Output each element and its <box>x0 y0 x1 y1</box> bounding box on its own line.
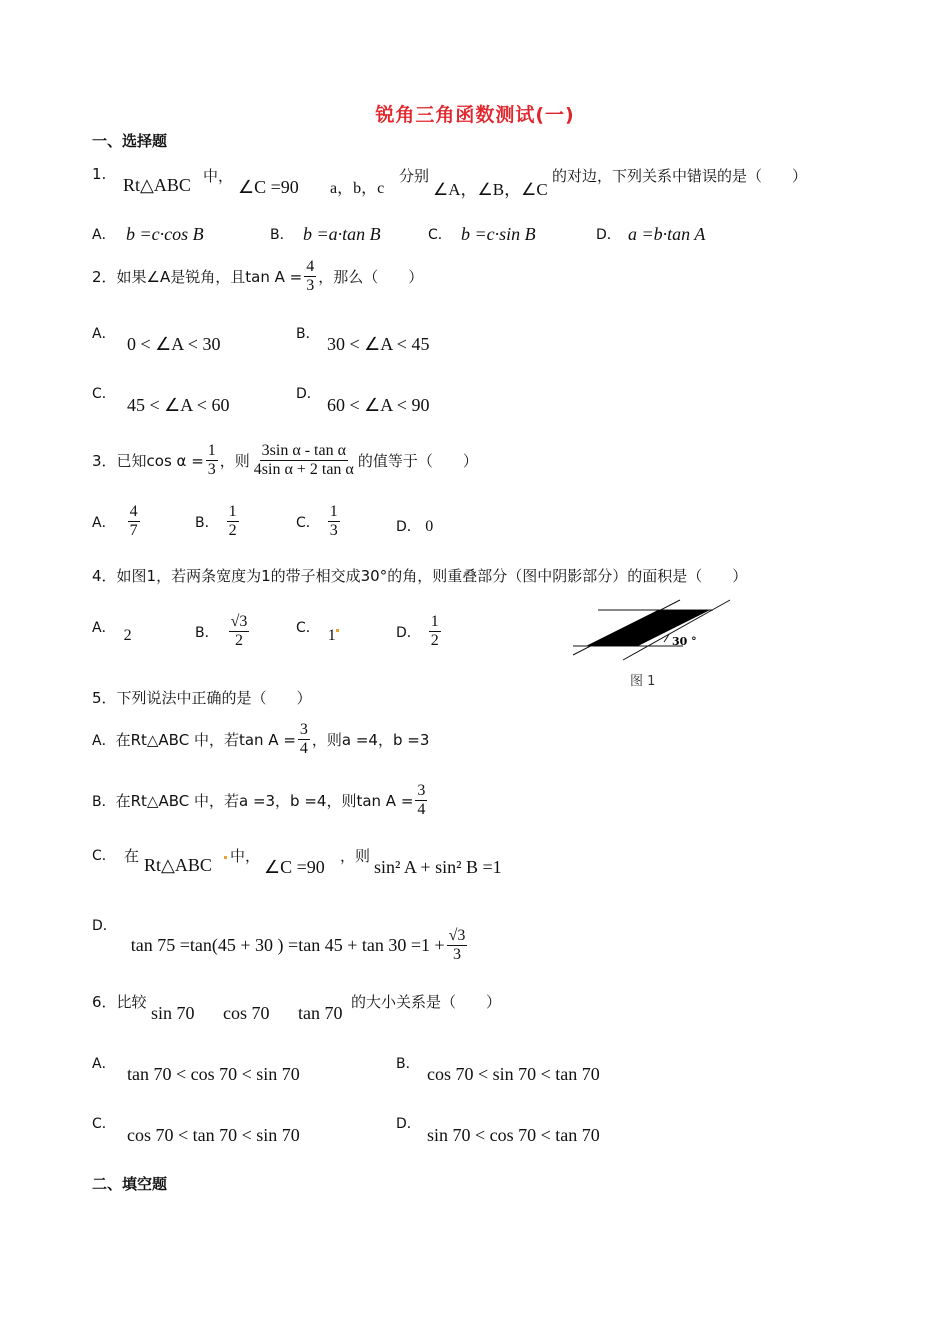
numerator: 1 <box>206 442 218 461</box>
option-expression: sin² A + sin² B =1 <box>374 857 502 877</box>
option-label-b: B． <box>296 326 320 342</box>
numerator: √3 <box>229 613 250 632</box>
numerator: 1 <box>429 613 441 632</box>
denominator: 3 <box>453 946 462 964</box>
numerator: 1 <box>227 503 239 522</box>
option-b[interactable]: 30 < ∠A < 45 <box>327 334 430 354</box>
expr-sin70: sin 70 <box>151 1003 195 1023</box>
marker-dot <box>224 856 227 859</box>
option-b[interactable]: b =a·tan B <box>303 224 381 244</box>
text-zhong: 中， <box>230 847 261 865</box>
option-value: 1 <box>327 627 336 644</box>
denominator: 3 <box>207 461 216 479</box>
option-value <box>227 503 239 541</box>
option-c[interactable] <box>296 503 342 541</box>
option-value <box>328 503 340 541</box>
section-heading-choice: 一、选择题 <box>92 132 168 150</box>
option-c[interactable] <box>296 617 339 645</box>
question-3 <box>92 442 478 480</box>
denominator: 4 <box>417 801 426 819</box>
option-label: A． <box>92 732 116 749</box>
denominator: 7 <box>129 522 138 540</box>
triangle-label: Rt△ABC <box>123 175 191 195</box>
question-5: 5．下列说法中正确的是（ ） <box>92 689 312 707</box>
denominator: 3 <box>329 522 338 540</box>
numerator: 4 <box>128 503 140 522</box>
option-b[interactable] <box>195 503 241 541</box>
option-expression: tan 75 =tan(45 + 30 ) =tan 45 + tan 30 =1 + <box>130 935 445 956</box>
numerator: 4 <box>304 258 316 277</box>
option-d[interactable] <box>396 516 433 536</box>
option-label: D． <box>396 519 421 535</box>
question-stem: 3．已知cos α = <box>92 452 204 471</box>
option-a[interactable] <box>92 617 132 645</box>
option-label-a: A． <box>92 326 116 342</box>
denominator: 3 <box>306 277 315 295</box>
question-stem: 2．如果∠A是锐角，且tan A = <box>92 268 303 287</box>
text-zhong: 中， <box>203 167 234 185</box>
figure-caption: 图 1 <box>630 674 656 689</box>
denominator: 4 <box>299 740 308 758</box>
option-value: 2 <box>123 627 132 644</box>
option-label: B． <box>92 793 116 810</box>
page-title: 锐角三角函数测试(一) <box>375 104 575 126</box>
option-text-post: ，则a =4，b =3 <box>311 731 430 750</box>
denominator: 4sin α + 2 tan α <box>253 461 354 479</box>
option-a[interactable]: 0 < ∠A < 30 <box>127 334 221 354</box>
option-text-pre: 在Rt△ABC 中，若tan A = <box>115 731 296 750</box>
option-value <box>229 613 250 651</box>
option-b[interactable] <box>92 782 429 820</box>
numerator: 1 <box>328 503 340 522</box>
numerator: 3 <box>298 721 310 740</box>
angle-list: ∠A，∠B，∠C <box>433 180 548 199</box>
question-stem-tail: 的值等于（ ） <box>357 452 478 471</box>
option-a[interactable]: b =c·cos B <box>126 224 204 244</box>
option-a[interactable] <box>92 503 142 541</box>
text-zai: 在 <box>124 847 140 865</box>
question-stem-tail: 的对边，下列关系中错误的是（ ） <box>552 167 808 185</box>
option-label-b: B． <box>396 1056 420 1072</box>
option-label-d: D． <box>596 227 621 243</box>
right-angle-expr: ∠C =90 <box>238 177 299 197</box>
question-2 <box>92 258 423 296</box>
option-b[interactable]: cos 70 < sin 70 < tan 70 <box>427 1064 600 1084</box>
option-d[interactable] <box>92 915 469 965</box>
option-d[interactable]: a =b·tan A <box>628 224 706 244</box>
option-value: 0 <box>425 518 434 535</box>
option-label-c: C． <box>428 227 452 243</box>
option-label-b: B． <box>270 227 294 243</box>
option-value <box>429 613 441 651</box>
fraction <box>298 721 310 759</box>
option-value <box>128 503 140 541</box>
option-label: C． <box>296 620 320 636</box>
option-label: B． <box>195 514 219 531</box>
denominator: 2 <box>235 632 243 650</box>
option-b[interactable] <box>195 613 251 651</box>
option-d[interactable]: sin 70 < cos 70 < tan 70 <box>427 1125 600 1145</box>
right-angle-expr: ∠C =90 <box>264 857 325 877</box>
option-label-d: D． <box>396 1116 421 1132</box>
question-stem-tail: ，那么（ ） <box>318 268 424 287</box>
text-ze: ，则 <box>219 452 250 471</box>
option-label: D． <box>396 624 421 641</box>
option-a[interactable]: tan 70 < cos 70 < sin 70 <box>127 1064 300 1084</box>
option-label-a: A． <box>92 227 116 243</box>
option-label-d: D． <box>296 386 321 402</box>
question-stem-tail: 的大小关系是（ ） <box>351 993 502 1011</box>
option-label: A． <box>92 620 116 636</box>
numerator: √3 <box>447 927 468 946</box>
text-fenbie: 分别 <box>399 167 430 185</box>
option-label: B． <box>195 624 219 641</box>
expr-cos70: cos 70 <box>223 1003 270 1023</box>
option-c[interactable]: b =c·sin B <box>461 224 536 244</box>
question-number: 1. <box>92 165 107 183</box>
numerator: 3sin α - tan α <box>260 442 348 461</box>
option-label-a: A． <box>92 1056 116 1072</box>
fraction-expression <box>252 442 356 480</box>
expr-tan70: tan 70 <box>298 1003 343 1023</box>
option-label: C． <box>92 848 116 864</box>
option-d[interactable] <box>396 613 443 651</box>
question-stem: 6．比较 <box>92 993 147 1011</box>
denominator: 2 <box>228 522 237 540</box>
denominator: 2 <box>430 632 439 650</box>
option-label: C． <box>296 514 320 531</box>
question-4: 4．如图1，若两条宽度为1的带子相交成30°的角，则重叠部分（图中阴影部分）的面积是（ ） <box>92 567 748 585</box>
option-d[interactable]: 60 < ∠A < 90 <box>327 395 430 415</box>
option-label-c: C． <box>92 1116 116 1132</box>
option-label: A． <box>92 514 116 531</box>
option-label-c: C． <box>92 386 116 402</box>
fraction <box>447 927 468 965</box>
numerator: 3 <box>415 782 427 801</box>
text-ze: ，则 <box>340 847 371 865</box>
fraction <box>415 782 427 820</box>
option-text-pre: 在Rt△ABC 中，若a =3，b =4，则tan A = <box>115 792 414 811</box>
option-a[interactable] <box>92 721 429 759</box>
section-heading-fill: 二、填空题 <box>92 1175 168 1193</box>
figure-1-diagram <box>568 598 738 663</box>
triangle-label: Rt△ABC <box>144 855 212 875</box>
side-vars: a，b，c <box>330 180 385 197</box>
angle-label: 30 ° <box>672 635 697 648</box>
option-c[interactable]: cos 70 < tan 70 < sin 70 <box>127 1125 300 1145</box>
fraction <box>304 258 316 296</box>
fraction-cos <box>206 442 218 480</box>
marker-dot <box>336 629 339 632</box>
option-c[interactable]: 45 < ∠A < 60 <box>127 395 230 415</box>
option-label: D． <box>92 918 117 934</box>
